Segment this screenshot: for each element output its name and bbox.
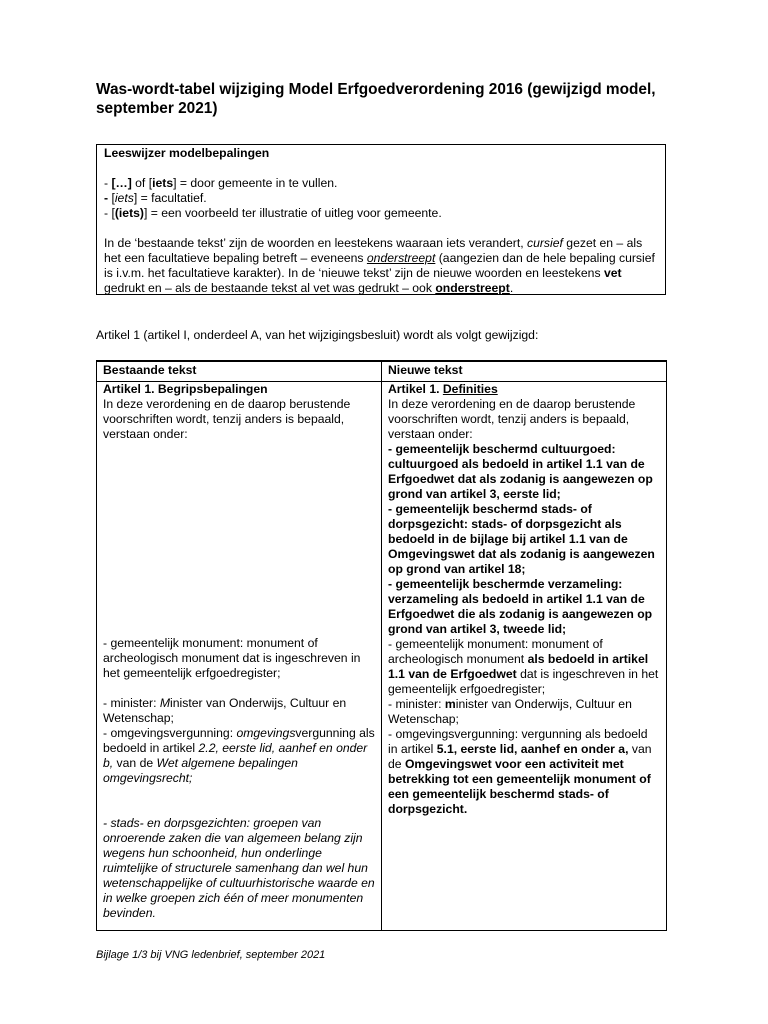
text: 5.1, eerste lid, aanhef en onder a,	[436, 742, 629, 756]
guide-line-optional	[104, 191, 658, 206]
new-article-heading	[388, 382, 660, 397]
text: inister van Onderwijs, Cultuur en Wetenschap;	[388, 697, 632, 726]
text: of [	[131, 176, 153, 190]
spacer	[103, 786, 375, 816]
text: (aangezien dan de hele bepaling cursief is i.v.m. het facultatieve karakter). In de ‘nieuwe tekst’ zijn de nieuwe woorden en leestekens	[104, 251, 655, 280]
text: - [	[104, 206, 115, 220]
existing-article-heading: Artikel 1. Begripsbepalingen	[103, 382, 268, 396]
text: omgevings	[236, 726, 296, 740]
text: Omgevingswet voor een activiteit met betrekking tot een gemeentelijk monument of een gemeentelijk beschermd stads- of dorpsgezicht.	[388, 757, 651, 816]
text: dat is ingeschreven in het gemeentelijk erfgoedregister;	[388, 667, 659, 696]
text: [	[111, 191, 115, 205]
new-def-verzameling: - gemeentelijk beschermde verzameling: verzameling als bedoeld in artikel 1.1 van de Erfgoedwet die als zodanig is aangewezen op grond van artikel 3, tweede lid;	[388, 577, 653, 636]
text: m	[444, 697, 456, 711]
existing-def-minister	[103, 696, 375, 726]
guide-line-example	[104, 206, 658, 221]
text: gedrukt en – als de bestaande tekst al vet was gedrukt – ook	[104, 281, 436, 295]
existing-intro: In deze verordening en de daarop berustende voorschriften wordt, tenzij anders is bepaald, verstaan onder:	[103, 397, 351, 441]
new-def-monument	[388, 637, 660, 697]
text: 2.2, eerste lid, aanhef en onder b,	[103, 741, 368, 770]
column-header-new: Nieuwe tekst	[382, 361, 667, 382]
page-title: Was-wordt-tabel wijziging Model Erfgoedverordening 2016 (gewijzigd model, september 2021)	[96, 81, 656, 117]
text: Wet algemene bepalingen omgevingsrecht;	[103, 756, 298, 785]
text: - minister:	[388, 697, 445, 711]
text: -	[104, 176, 112, 190]
column-header-existing: Bestaande tekst	[97, 361, 382, 382]
spacer	[103, 681, 375, 696]
text: als bedoeld in artikel 1.1 van de Erfgoedwet	[388, 652, 649, 681]
table-header-row	[97, 361, 667, 382]
new-text-cell	[382, 382, 667, 931]
text: ] = door gemeente in te vullen.	[173, 176, 338, 190]
text: M	[159, 696, 171, 710]
new-intro: In deze verordening en de daarop berustende voorschriften wordt, tenzij anders is bepaald, verstaan onder:	[388, 397, 636, 441]
existing-text-cell	[97, 382, 382, 931]
text: iets	[114, 191, 134, 205]
text: Definities	[442, 382, 498, 396]
text: iets	[152, 176, 174, 190]
spacer	[103, 442, 375, 636]
new-def-stads-dorpsgezicht: - gemeentelijk beschermd stads- of dorpsgezicht: stads- of dorpsgezicht als bedoeld in de bijlage bij artikel 1.1 van de Omgevingswet dat als zodanig is aangewezen op grond van artikel 18;	[388, 502, 655, 576]
text: cursief	[527, 236, 563, 250]
text: ] = een voorbeeld ter illustratie of uitleg voor gemeente.	[143, 206, 442, 220]
text: - gemeentelijk monument: monument of archeologisch monument	[388, 637, 603, 666]
text: - omgevingsvergunning: vergunning als bedoeld in artikel	[388, 727, 648, 756]
spacer	[104, 221, 658, 236]
new-def-omgevingsvergunning	[388, 727, 660, 817]
text: van de	[388, 742, 652, 771]
text: […]	[111, 176, 132, 190]
text: onderstreept	[366, 251, 436, 265]
text: - minister:	[103, 696, 160, 710]
comparison-table	[96, 360, 667, 931]
reading-guide-heading: Leeswijzer modelbepalingen	[104, 146, 270, 160]
text: In de ‘bestaande tekst’ zijn de woorden en leestekens waaraan iets verandert,	[104, 236, 527, 250]
text: .	[509, 281, 514, 295]
spacer	[104, 161, 658, 176]
table-row	[97, 382, 667, 931]
article-intro: Artikel 1 (artikel I, onderdeel A, van het wijzigingsbesluit) wordt als volgt gewijzigd:	[96, 328, 539, 342]
text: (iets)	[114, 206, 144, 220]
new-def-cultuurgoed: - gemeentelijk beschermd cultuurgoed: cultuurgoed als bedoeld in artikel 1.1 van de Erfgoedwet dat als zodanig is aangewezen op grond van artikel 3, eerste lid;	[388, 442, 653, 501]
page-footer: Bijlage 1/3 bij VNG ledenbrief, september 2021	[96, 949, 326, 961]
reading-guide-box	[96, 144, 666, 295]
text: ] = facultatief.	[133, 191, 207, 205]
text: gezet en – als het een facultatieve bepaling betreft – eveneens	[104, 236, 643, 265]
existing-def-monument: - gemeentelijk monument: monument of archeologisch monument dat is ingeschreven in het gemeentelijk erfgoedregister;	[103, 636, 361, 680]
text: Artikel 1.	[388, 382, 443, 396]
guide-explanation	[104, 236, 658, 296]
text: -	[104, 191, 112, 205]
existing-def-omgevingsvergunning	[103, 726, 375, 786]
existing-def-stads-dorpsgezichten: - stads- en dorpsgezichten: groepen van onroerende zaken die van algemeen belang zijn wegens hun schoonheid, hun onderlinge ruimtelijke of structurele samenhang dan wel hun wetenschappelijke of cultuurhistorische waarde en in welke groepen zich één of meer monumenten bevinden.	[103, 816, 375, 920]
text: onderstreept	[435, 281, 510, 295]
text: inister van Onderwijs, Cultuur en Wetenschap;	[103, 696, 347, 725]
text: vet	[603, 266, 622, 280]
new-def-minister	[388, 697, 660, 727]
text: - omgevingsvergunning:	[103, 726, 237, 740]
text: vergunning als bedoeld in artikel	[103, 726, 375, 755]
guide-line-fill-in	[104, 176, 658, 191]
text: van de	[113, 756, 157, 770]
